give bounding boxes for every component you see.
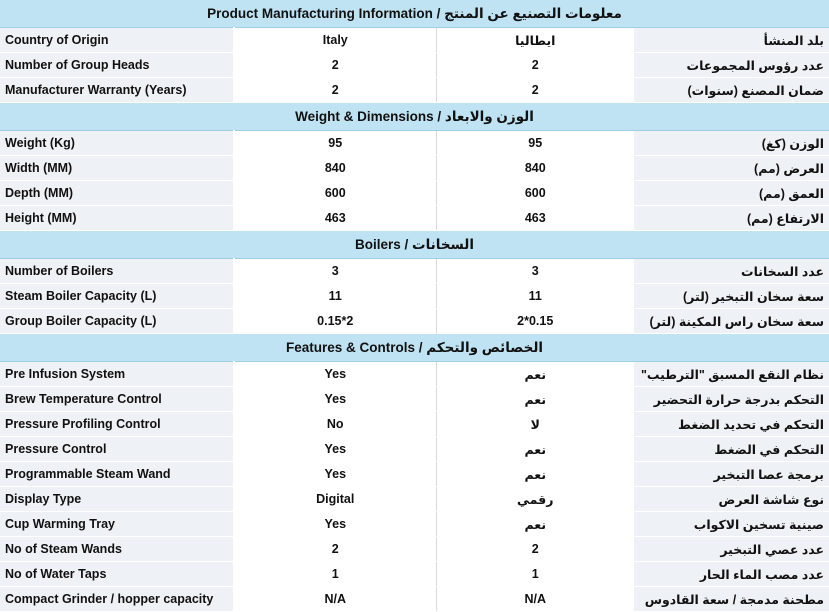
spec-label-ar: نظام النقع المسبق "الترطيب" — [634, 362, 829, 387]
spec-value-en: 95 — [234, 131, 436, 156]
table-row — [0, 28, 829, 53]
section-header — [0, 231, 829, 259]
table-row — [0, 587, 829, 612]
table-row — [0, 284, 829, 309]
spec-label-en: Number of Group Heads — [0, 53, 234, 78]
spec-value-ar: 2 — [436, 53, 634, 78]
spec-label-ar: عدد عصي التبخير — [634, 537, 829, 562]
spec-value-en: N/A — [234, 587, 436, 612]
spec-value-ar: 463 — [436, 206, 634, 231]
table-row — [0, 487, 829, 512]
spec-label-ar: سعة سخان راس المكينة (لتر) — [634, 309, 829, 334]
section-header — [0, 334, 829, 362]
table-row — [0, 53, 829, 78]
table-row — [0, 412, 829, 437]
spec-label-ar: نوع شاشة العرض — [634, 487, 829, 512]
spec-value-ar: 2 — [436, 78, 634, 103]
spec-value-en: 2 — [234, 78, 436, 103]
spec-label-ar: صينية تسخين الاكواب — [634, 512, 829, 537]
table-row — [0, 362, 829, 387]
spec-label-en: Group Boiler Capacity (L) — [0, 309, 234, 334]
spec-label-ar: ضمان المصنع (سنوات) — [634, 78, 829, 103]
spec-value-ar: نعم — [436, 362, 634, 387]
spec-label-en: Pressure Profiling Control — [0, 412, 234, 437]
spec-value-en: Digital — [234, 487, 436, 512]
spec-label-ar: عدد السخانات — [634, 259, 829, 284]
table-row — [0, 512, 829, 537]
spec-value-en: Italy — [234, 28, 436, 53]
spec-label-en: Display Type — [0, 487, 234, 512]
spec-value-en: Yes — [234, 387, 436, 412]
spec-label-ar: الارتفاع (مم) — [634, 206, 829, 231]
spec-value-ar: رقمي — [436, 487, 634, 512]
spec-label-en: No of Steam Wands — [0, 537, 234, 562]
spec-label-ar: التحكم في الضغط — [634, 437, 829, 462]
spec-value-en: 11 — [234, 284, 436, 309]
table-row — [0, 206, 829, 231]
spec-value-en: 2 — [234, 53, 436, 78]
spec-value-ar: 95 — [436, 131, 634, 156]
table-row — [0, 156, 829, 181]
section-title: Features & Controls / الخصائص والتحكم — [0, 334, 829, 362]
spec-value-ar: 600 — [436, 181, 634, 206]
spec-label-ar: العرض (مم) — [634, 156, 829, 181]
spec-value-en: 0.15*2 — [234, 309, 436, 334]
spec-label-ar: التحكم في تحديد الضغط — [634, 412, 829, 437]
spec-label-en: Height (MM) — [0, 206, 234, 231]
table-row — [0, 181, 829, 206]
spec-label-ar: سعة سخان التبخير (لتر) — [634, 284, 829, 309]
table-row — [0, 131, 829, 156]
spec-value-en: Yes — [234, 512, 436, 537]
spec-label-ar: الوزن (كغ) — [634, 131, 829, 156]
spec-value-ar: 2 — [436, 537, 634, 562]
spec-value-ar: 0.15*2 — [436, 309, 634, 334]
spec-label-en: Cup Warming Tray — [0, 512, 234, 537]
table-row — [0, 387, 829, 412]
section-title: Boilers / السخانات — [0, 231, 829, 259]
table-row — [0, 259, 829, 284]
spec-value-en: Yes — [234, 362, 436, 387]
spec-value-ar: نعم — [436, 437, 634, 462]
spec-value-ar: 840 — [436, 156, 634, 181]
spec-label-en: Pressure Control — [0, 437, 234, 462]
spec-value-ar: ايطاليا — [436, 28, 634, 53]
spec-label-ar: برمجة عصا التبخير — [634, 462, 829, 487]
section-header — [0, 0, 829, 28]
spec-value-ar: لا — [436, 412, 634, 437]
spec-value-ar: نعم — [436, 462, 634, 487]
table-row — [0, 309, 829, 334]
spec-value-ar: نعم — [436, 387, 634, 412]
spec-value-en: Yes — [234, 462, 436, 487]
spec-label-en: Steam Boiler Capacity (L) — [0, 284, 234, 309]
spec-label-ar: عدد رؤوس المجموعات — [634, 53, 829, 78]
table-row — [0, 462, 829, 487]
spec-value-en: Yes — [234, 437, 436, 462]
spec-label-en: Number of Boilers — [0, 259, 234, 284]
spec-label-en: Compact Grinder / hopper capacity — [0, 587, 234, 612]
section-title: Product Manufacturing Information / معلومات التصنيع عن المنتج — [0, 0, 829, 28]
spec-value-ar: 11 — [436, 284, 634, 309]
table-row — [0, 78, 829, 103]
spec-value-en: 600 — [234, 181, 436, 206]
spec-label-en: Width (MM) — [0, 156, 234, 181]
spec-label-ar: بلد المنشأ — [634, 28, 829, 53]
spec-value-en: 463 — [234, 206, 436, 231]
spec-value-en: No — [234, 412, 436, 437]
spec-value-en: 1 — [234, 562, 436, 587]
spec-value-en: 2 — [234, 537, 436, 562]
spec-label-ar: العمق (مم) — [634, 181, 829, 206]
spec-label-en: No of Water Taps — [0, 562, 234, 587]
spec-label-ar: مطحنة مدمجة / سعة القادوس — [634, 587, 829, 612]
spec-label-en: Weight (Kg) — [0, 131, 234, 156]
spec-label-ar: التحكم بدرجة حرارة التحضير — [634, 387, 829, 412]
spec-value-ar: N/A — [436, 587, 634, 612]
spec-label-en: Manufacturer Warranty (Years) — [0, 78, 234, 103]
spec-label-en: Brew Temperature Control — [0, 387, 234, 412]
section-header — [0, 103, 829, 131]
spec-value-ar: 1 — [436, 562, 634, 587]
table-row — [0, 562, 829, 587]
spec-value-en: 840 — [234, 156, 436, 181]
spec-value-ar: نعم — [436, 512, 634, 537]
table-row — [0, 437, 829, 462]
spec-label-ar: عدد مصب الماء الحار — [634, 562, 829, 587]
spec-value-en: 3 — [234, 259, 436, 284]
section-title: Weight & Dimensions / الوزن والابعاد — [0, 103, 829, 131]
table-row — [0, 537, 829, 562]
spec-label-en: Depth (MM) — [0, 181, 234, 206]
spec-label-en: Programmable Steam Wand — [0, 462, 234, 487]
spec-label-en: Country of Origin — [0, 28, 234, 53]
spec-value-ar: 3 — [436, 259, 634, 284]
spec-label-en: Pre Infusion System — [0, 362, 234, 387]
